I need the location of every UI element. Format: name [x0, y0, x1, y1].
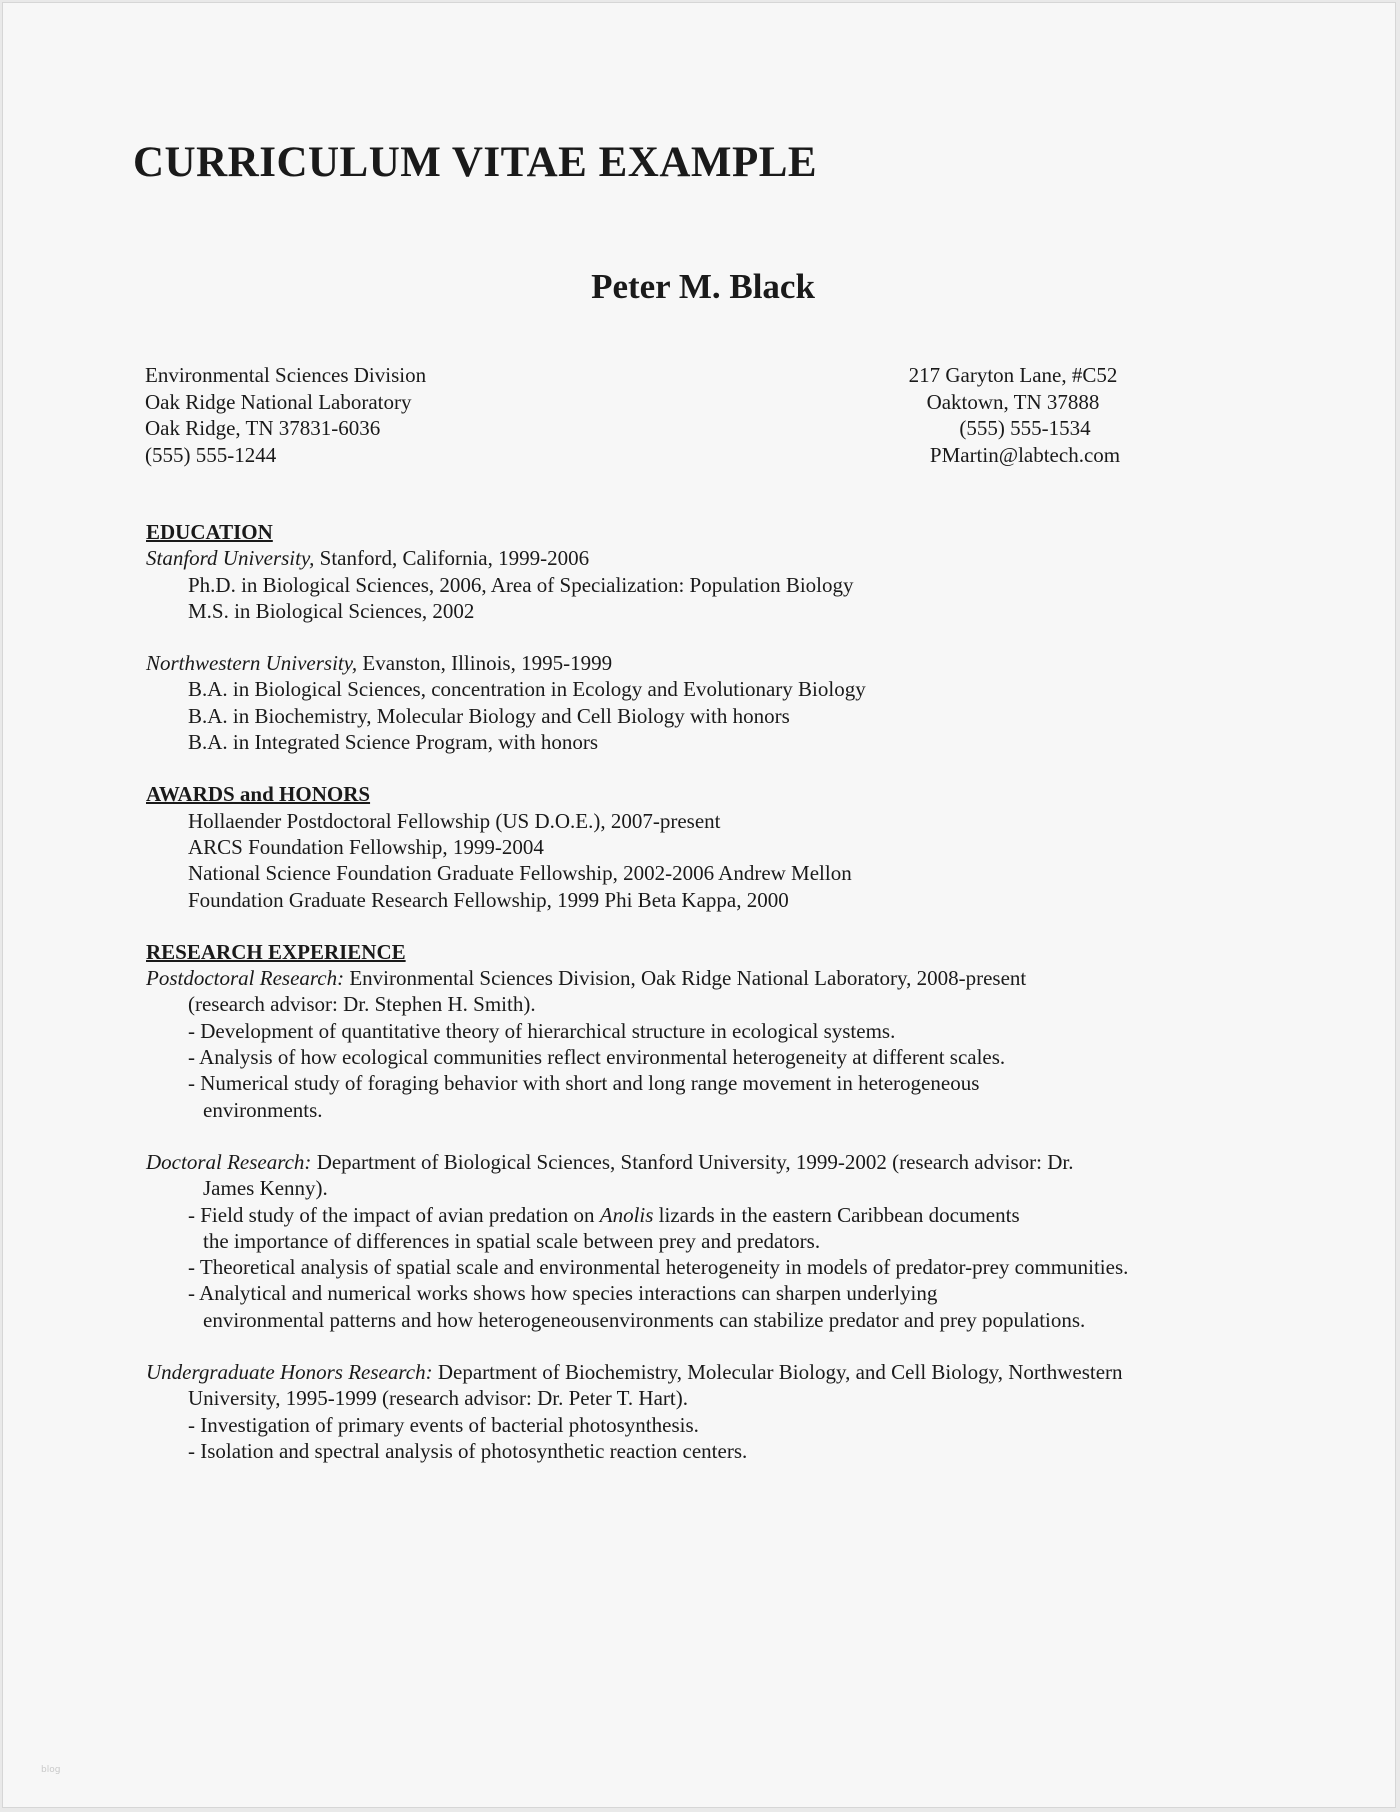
research-bullet: - Theoretical analysis of spatial scale and environmental heterogeneity in models of predator-prey communities. — [188, 1255, 1129, 1280]
degree-line: B.A. in Biological Sciences, concentration in Ecology and Evolutionary Biology — [188, 677, 866, 702]
cv-body — [146, 519, 1276, 1464]
research-heading: RESEARCH EXPERIENCE — [146, 939, 406, 964]
degree-line: B.A. in Biochemistry, Molecular Biology and Cell Biology with honors — [188, 703, 790, 728]
research-advisor: James Kenny). — [203, 1176, 328, 1201]
research-label: Undergraduate Honors Research: — [146, 1360, 433, 1385]
research-entry — [146, 1359, 1276, 1385]
work-address-line: Oak Ridge, TN 37831-6036 — [145, 416, 381, 440]
research-detail: Department of Biological Sciences, Stanford University, 1999-2002 (research advisor: Dr. — [311, 1149, 1074, 1174]
degree-line: Ph.D. in Biological Sciences, 2006, Area of Specialization: Population Biology — [188, 572, 854, 597]
document-page — [2, 2, 1396, 1808]
research-bullet-continuation: environments. — [203, 1097, 323, 1122]
research-bullet: - Analysis of how ecological communities reflect environmental heterogeneity at different scales. — [188, 1045, 1006, 1070]
award-line: ARCS Foundation Fellowship, 1999-2004 — [188, 834, 544, 859]
awards-heading: AWARDS and HONORS — [146, 782, 371, 807]
watermark-text: blog — [41, 1765, 61, 1775]
school-detail: Stanford, California, 1999-2006 — [314, 546, 590, 571]
research-entry — [146, 1149, 1276, 1175]
candidate-name: Peter M. Black — [591, 267, 815, 306]
school-name: Stanford University, — [146, 546, 315, 571]
work-address-line: Oak Ridge National Laboratory — [145, 389, 412, 414]
degree-line: M.S. in Biological Sciences, 2002 — [188, 598, 475, 623]
bullet-text: lizards in the eastern Caribbean documents — [653, 1202, 1020, 1227]
research-label: Doctoral Research: — [146, 1149, 312, 1174]
research-bullet: - Analytical and numerical works shows how species interactions can sharpen underlying — [188, 1281, 938, 1306]
education-entry — [146, 545, 1276, 571]
home-address-line: Oaktown, TN 37888 — [926, 389, 1100, 414]
research-bullet: - Investigation of primary events of bacterial photosynthesis. — [188, 1412, 699, 1437]
research-entry — [146, 965, 1276, 991]
research-advisor: (research advisor: Dr. Stephen H. Smith). — [188, 992, 536, 1017]
research-detail: Department of Biochemistry, Molecular Biology, and Cell Biology, Northwestern — [432, 1360, 1123, 1385]
school-detail: Evanston, Illinois, 1995-1999 — [357, 651, 613, 676]
education-heading: EDUCATION — [146, 520, 273, 544]
home-phone: (555) 555-1534 — [959, 416, 1091, 440]
research-advisor: University, 1995-1999 (research advisor: Dr. Peter T. Hart). — [188, 1386, 688, 1411]
document-title: CURRICULUM VITAE EXAMPLE — [133, 139, 818, 186]
work-address-block — [145, 362, 426, 468]
education-entry — [146, 650, 1276, 676]
school-name: Northwestern University, — [146, 651, 358, 676]
home-address-block — [883, 362, 1143, 468]
email-address: PMartin@labtech.com — [929, 442, 1121, 467]
research-detail: Environmental Sciences Division, Oak Ridge National Laboratory, 2008-present — [344, 966, 1027, 991]
research-bullet-continuation: environmental patterns and how heterogeneousenvironments can stabilize predator and prey populations. — [203, 1307, 1086, 1332]
degree-line: B.A. in Integrated Science Program, with honors — [188, 730, 598, 755]
research-bullet: - Numerical study of foraging behavior with short and long range movement in heterogeneous — [188, 1071, 980, 1096]
research-bullet-continuation: the importance of differences in spatial scale between prey and predators. — [203, 1228, 821, 1253]
bullet-text: - Field study of the impact of avian predation on — [188, 1202, 600, 1227]
work-phone: (555) 555-1244 — [145, 442, 277, 467]
award-line: Foundation Graduate Research Fellowship, 1999 Phi Beta Kappa, 2000 — [188, 887, 789, 912]
species-name: Anolis — [599, 1202, 654, 1227]
work-address-line: Environmental Sciences Division — [145, 363, 427, 387]
research-bullet: - Development of quantitative theory of hierarchical structure in ecological systems. — [188, 1018, 896, 1043]
home-address-line: 217 Garyton Lane, #C52 — [908, 363, 1118, 387]
research-bullet: - Isolation and spectral analysis of photosynthetic reaction centers. — [188, 1438, 748, 1463]
award-line: Hollaender Postdoctoral Fellowship (US D.O.E.), 2007-present — [188, 808, 721, 833]
research-bullet — [146, 1202, 1276, 1228]
award-line: National Science Foundation Graduate Fellowship, 2002-2006 Andrew Mellon — [188, 861, 852, 886]
research-label: Postdoctoral Research: — [146, 966, 345, 991]
